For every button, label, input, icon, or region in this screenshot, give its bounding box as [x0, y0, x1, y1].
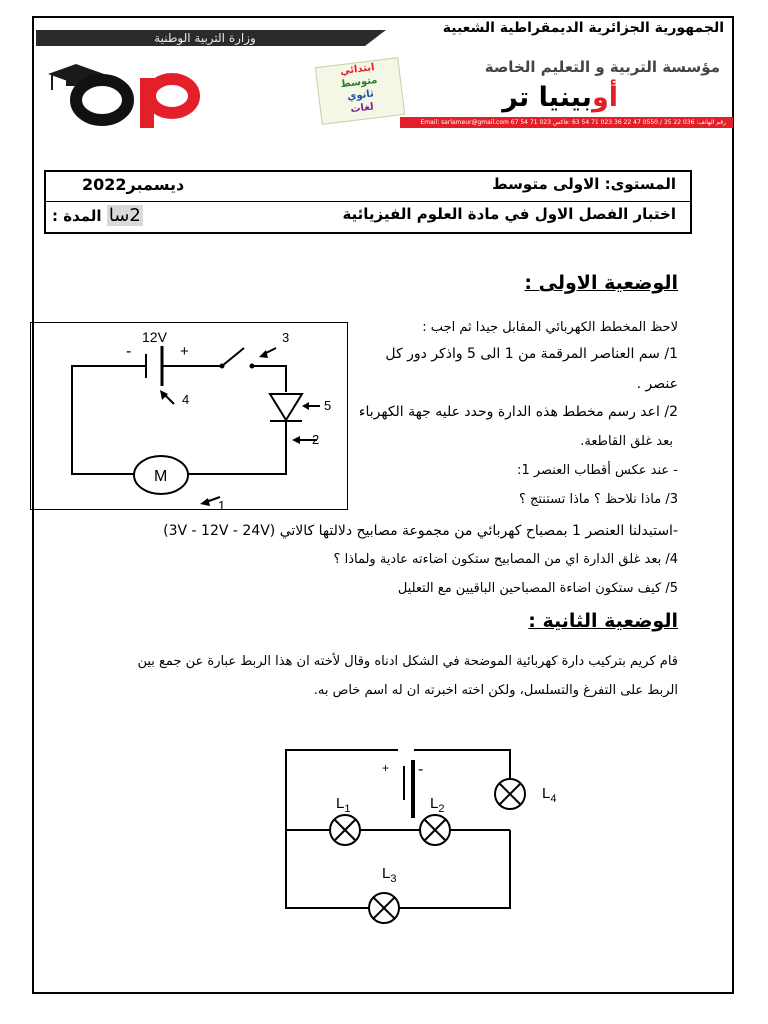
- arrow-head-3: [259, 350, 268, 358]
- battery-minus: -: [126, 343, 132, 360]
- school-logo: [40, 52, 220, 132]
- arrow-head-4: [160, 390, 168, 400]
- label-1: 1: [218, 498, 226, 510]
- lamp-l4: [495, 779, 525, 809]
- circuit1-wire-right: [188, 421, 286, 474]
- lamp-l2: [420, 815, 450, 845]
- level-middle: متوسط: [339, 74, 379, 91]
- exam-level: المستوى: الاولى متوسط: [492, 175, 676, 193]
- exam-duration: [52, 205, 143, 226]
- brand-name-black: بينيا تر: [502, 82, 592, 113]
- lamp-l1: [330, 815, 360, 845]
- arrow-head-1: [200, 498, 210, 506]
- logo-letter-o: [76, 80, 128, 120]
- ministry-title: وزارة التربية الوطنية: [154, 31, 256, 45]
- section1-line-1: لاحظ المخطط الكهربائي المقابل جيدا ثم اجب :: [422, 320, 678, 335]
- brand-name: [502, 82, 618, 113]
- institution-name: مؤسسة التربية و التعليم الخاصة: [484, 58, 720, 76]
- lamp-label-l1: $L_1$: [336, 795, 351, 815]
- section1-line-2: 1/ سم العناصر المرقمة من 1 الى 5 واذكر دور كل: [385, 346, 678, 362]
- brand-name-red: أو: [591, 82, 618, 113]
- label-4: 4: [182, 392, 190, 407]
- section1-line-9: 4/ بعد غلق الدارة اي من المصابيح ستكون اضاءته عادية ولماذا ؟: [333, 552, 678, 567]
- lamp-label-l2: $L_2$: [430, 795, 445, 815]
- level-secondary: ثانوي: [346, 88, 375, 103]
- duration-label: المدة :: [52, 207, 102, 225]
- circuit2-wire-bottom-right: [399, 830, 510, 908]
- battery-plus: +: [180, 343, 189, 360]
- switch-lever: [222, 348, 244, 366]
- section1-line-4: 2/ اعد رسم مخطط هذه الدارة وحدد عليه جهة الكهرباء: [358, 404, 678, 420]
- circuit1-diagram: [30, 322, 348, 510]
- circuit1-wire-top-right: [260, 366, 286, 392]
- section1-line-7: 3/ ماذا نلاحظ ؟ ماذا تستنتج ؟: [518, 492, 678, 507]
- label-2: 2: [312, 432, 320, 447]
- section2-line-1: قام كريم بتركيب دارة كهربائية الموضحة في الشكل ادناه وقال لأخته ان هذا الربط عبارة عن جمع بين: [137, 654, 678, 669]
- section1-title: الوضعية الاولى :: [524, 272, 678, 294]
- lamp-l3: [369, 893, 399, 923]
- contact-info: رقم الهاتف: 036 22 35 / 0550 47 22 36 023 71 54 63 :فاكس 023 71 54 67 Email: sarlameur@gmail.com: [420, 119, 726, 126]
- battery2-plus: +: [382, 761, 390, 775]
- section1-line-8: -استبدلنا العنصر 1 بمصباح كهربائي من مجموعة مصابيح دلالتها كالاتي (3V - 12V - 24V): [163, 523, 678, 539]
- arrow-head-5: [302, 402, 309, 410]
- circuit1-wire-left: [72, 366, 140, 474]
- duration-value: 2سا: [108, 205, 141, 226]
- republic-title: الجمهورية الجزائرية الديمقراطية الشعبية: [442, 20, 724, 36]
- battery-voltage: 12V: [142, 329, 167, 345]
- level-primary: ابتدائي: [339, 62, 376, 78]
- exam-info-table: [44, 170, 692, 234]
- label-5: 5: [324, 398, 332, 413]
- diode-triangle: [270, 394, 302, 420]
- section1-line-3: عنصر .: [636, 376, 678, 392]
- arrow-head-2: [292, 436, 300, 444]
- lamp-label-l3: $L_3$: [382, 865, 397, 885]
- battery2-minus: -: [418, 761, 424, 778]
- levels-card: [315, 57, 405, 125]
- section1-line-5: بعد غلق القاطعة.: [580, 434, 673, 449]
- lamp-label-l4: $L_4$: [542, 785, 557, 805]
- table-divider: [46, 201, 690, 202]
- section2-title: الوضعية الثانية :: [528, 610, 678, 632]
- level-languages: لغات: [349, 101, 375, 116]
- circuit2-diagram: [270, 738, 570, 928]
- motor-label: M: [154, 468, 168, 485]
- section1-line-10: 5/ كيف ستكون اضاءة المصباحين الباقيين مع التعليل: [397, 581, 678, 596]
- exam-title: اختبار الفصل الاول في مادة العلوم الفيزيائية: [342, 205, 676, 223]
- exam-date: ديسمبر2022: [82, 175, 185, 194]
- circuit2-wire-top-right: [414, 750, 510, 810]
- label-3: 3: [282, 330, 290, 345]
- section2-line-2: الربط على التفرغ والتسلسل، ولكن اخته اخبرته ان له اسم خاص به.: [313, 683, 678, 698]
- section1-line-6: - عند عكس أقطاب العنصر 1:: [517, 463, 678, 478]
